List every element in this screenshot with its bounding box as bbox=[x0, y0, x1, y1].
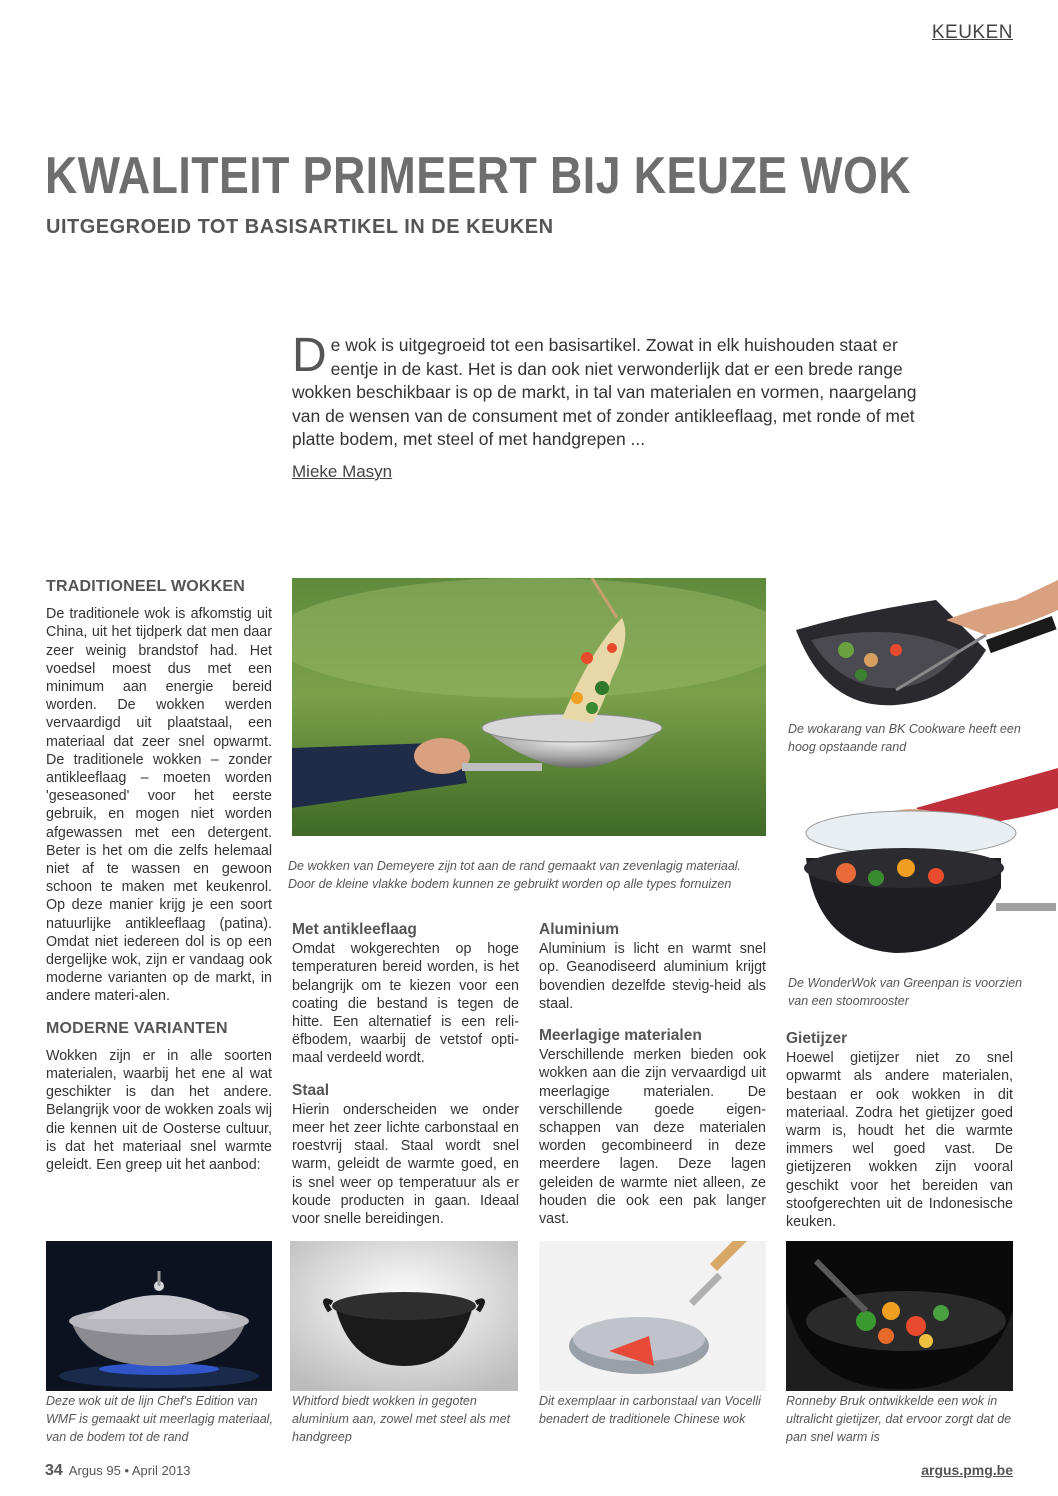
heading-traditioneel: TRADITIONEEL WOKKEN bbox=[46, 578, 246, 595]
photo-whitford-wok bbox=[290, 1241, 518, 1391]
photo-bk-wok bbox=[786, 580, 1058, 718]
photo-greenpan-wok bbox=[786, 768, 1058, 968]
paragraph-meerlagig: Verschillende merken bieden ook wokken aan die zijn vervaardigd uit meerlagige materialen. De verschillende goede eigen-schappen van deze materialen worden gecombineerd in deze meerdere lagen. Deze lagen geleiden de warmte niet alleen, ze houden die ook een pak langer vast. bbox=[539, 1047, 766, 1228]
column-aluminium-meerlagig bbox=[539, 921, 766, 1242]
caption-wmf: Deze wok uit de lijn Chef's Edition van WMF is gemaakt uit meerlagig materiaal, van de bodem tot de rand bbox=[46, 1394, 273, 1444]
heading-gietijzer: Gietijzer bbox=[786, 1030, 848, 1047]
paragraph-staal: Hierin onderscheiden we onder meer het zeer lichte carbonstaal en roestvrij staal. Staal wordt snel warm, geleidt de warmte goed, en is snel weer op temperatuur als er koude producten in gaan. Ideaal voor snelle bereidingen. bbox=[292, 1101, 519, 1228]
caption-demeyere: De wokken van Demeyere zijn tot aan de rand gemaakt van zevenlagig materiaal. Door de kleine vlakke bodem kunnen ze gebruikt worden op alle types fornuizen bbox=[288, 859, 742, 891]
heading-moderne-varianten: MODERNE VARIANTEN bbox=[46, 1019, 228, 1037]
paragraph-gietijzer: Hoewel gietijzer niet zo snel opwarmt als andere materialen, bestaan er ook wokken in dit materiaal. Zodra het gietijzer goed warm is, houdt het die warmte immers wel goed vast. De gietijzeren wokken zijn vooral geschikt voor het bereiden van stoofgerechten uit de Indonesische keuken. bbox=[786, 1050, 1013, 1231]
page-number: 34 bbox=[45, 1462, 63, 1479]
column-antikleeflaag-staal bbox=[292, 921, 519, 1242]
issue-info: Argus 95 • April 2013 bbox=[68, 1463, 191, 1478]
caption-greenpan: De WonderWok van Greenpan is voorzien van een stoomrooster bbox=[788, 976, 1023, 1008]
heading-meerlagig: Meerlagige materialen bbox=[539, 1027, 702, 1045]
photo-demeyere-wok bbox=[292, 578, 766, 836]
paragraph-traditioneel: De traditionele wok is afkomstig uit China, uit het tijdperk dat men daar zeer weinig brandstof had. Het voedsel moest dus met een minimum aan energie bereid worden. De wokken werden vervaardigd uit plaatstaal, een materiaal dat zeer snel opwarmt. De traditionele wokken – zonder antikleeflaag – moeten worden 'geseasoned' voor het eerste gebruik, en mogen niet worden afgewassen met een detergent. Beter is het om die zelfs helemaal niet af te wassen en gewoon schoon te maken met keukenrol. Op deze manier krijg je een soort natuurlijke antikleeflaag (patina). Omdat niet iedereen dol is op een dergelijke wok, zijn er vandaag ook moderne varianten op de markt, in andere materi-alen. bbox=[46, 606, 272, 1005]
footer-site-link[interactable]: argus.pmg.be bbox=[921, 1462, 1013, 1478]
heading-antikleeflaag: Met antikleeflaag bbox=[292, 921, 417, 938]
caption-bk: De wokarang van BK Cookware heeft een hoog opstaande rand bbox=[788, 722, 1021, 754]
photo-wmf-wok bbox=[46, 1241, 272, 1391]
column-gietijzer bbox=[786, 1030, 1013, 1245]
footer-page-info bbox=[45, 1462, 190, 1480]
paragraph-moderne-varianten: Wokken zijn er in alle soorten materialen, waarbij het ene al wat geschikter is dan het andere. Belangrijk voor de wokken zoals wij die kennen uit de Oosterse cultuur, is dat het materiaal snel warmte geleidt. Een greep uit het aanbod: bbox=[46, 1047, 272, 1174]
caption-vocelli: Dit exemplaar in carbonstaal van Vocelli benadert de traditionele Chinese wok bbox=[539, 1394, 761, 1426]
article-intro bbox=[292, 329, 922, 452]
author-byline[interactable]: Mieke Masyn bbox=[292, 462, 393, 481]
heading-aluminium: Aluminium bbox=[539, 921, 620, 938]
article-headline: KWALITEIT PRIMEERT BIJ KEUZE WOK bbox=[45, 147, 911, 205]
intro-text: e wok is uitgegroeid tot een basisartikel. Zowat in elk huishouden staat er eentje in de kast. Het is dan ook niet verwonderlijk dat er een brede range wokken beschikbaar is op de markt, in tal van materialen en vormen, naargelang van de wensen van de consument met of zonder antikleeflaag, met ronde of met platte bodem, met steel of met handgrepen ... bbox=[292, 335, 917, 449]
photo-ronneby-wok bbox=[786, 1241, 1013, 1391]
caption-whitford: Whitford biedt wokken in gegoten aluminium aan, zowel met steel als met handgreep bbox=[292, 1394, 511, 1444]
article-subheadline: UITGEGROEID TOT BASISARTIKEL IN DE KEUKEN bbox=[46, 216, 554, 238]
caption-ronneby: Ronneby Bruk ontwikkelde een wok in ultralicht gietijzer, dat ervoor zorgt dat de pan snel warm is bbox=[786, 1394, 1012, 1444]
paragraph-antikleeflaag: Omdat wokgerechten op hoge temperaturen bereid worden, is het belangrijk om te kiezen voor een coating die bestand is tegen de hitte. Een alternatief is een reli-ëfbodem, waarbij de vetstof opti-maal verdeeld wordt. bbox=[292, 941, 519, 1067]
column-traditioneel bbox=[46, 578, 272, 1188]
intro-dropcap: D bbox=[292, 329, 327, 382]
paragraph-aluminium: Aluminium is licht en warmt snel op. Geanodiseerd aluminium krijgt bovendien dezelfde stevig-heid als staal. bbox=[539, 941, 766, 1012]
photo-vocelli-wok bbox=[539, 1241, 766, 1391]
heading-staal: Staal bbox=[292, 1081, 330, 1099]
section-tag[interactable]: KEUKEN bbox=[931, 22, 1013, 43]
